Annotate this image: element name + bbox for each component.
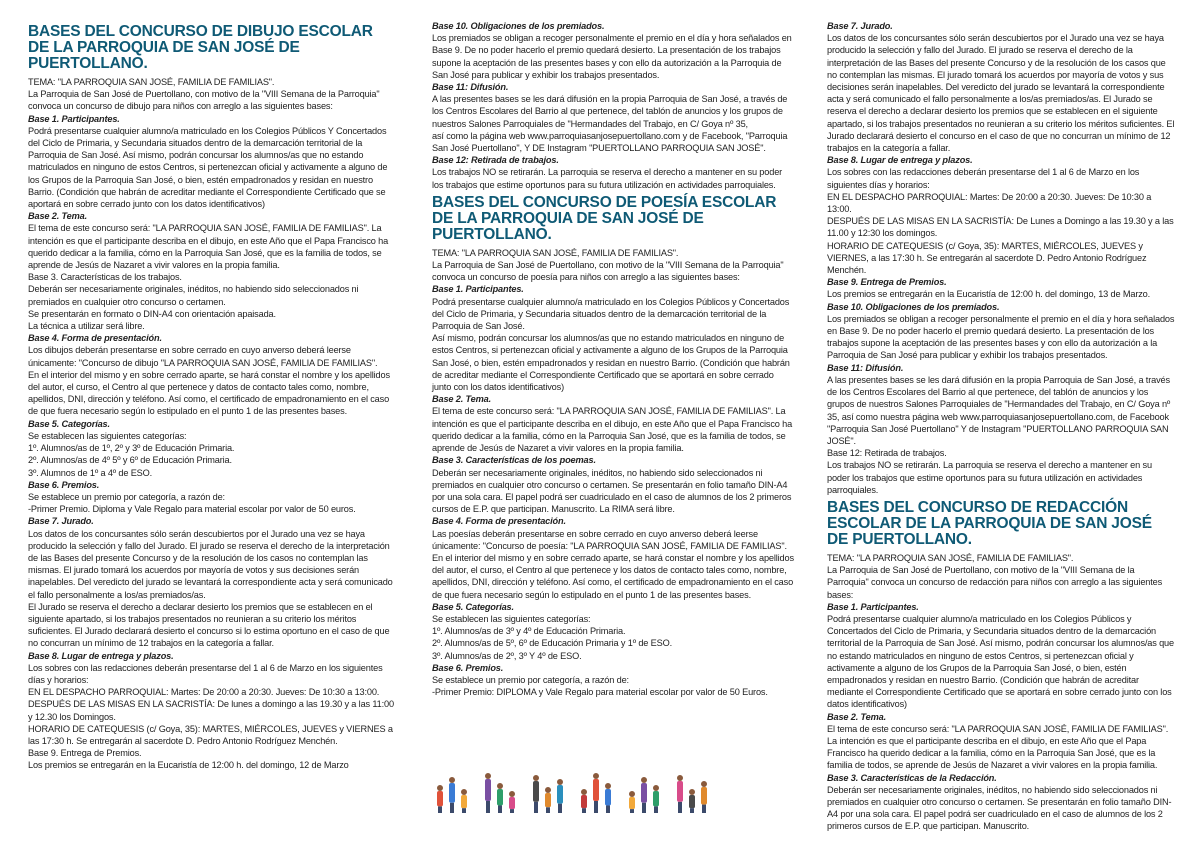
paragraph: Se establece un premio por categoría, a razón de: bbox=[28, 491, 225, 502]
person-legs bbox=[582, 808, 586, 813]
paragraph: Los sobres con las redacciones deberán presentarse del 1 al 6 de Marzo en los siguientes días y horarios: bbox=[28, 662, 383, 685]
person-body bbox=[449, 783, 455, 803]
paragraph: La Parroquia de San José de Puertollano, con motivo de la "VIII Semana de la Parroquia" convoca un concurso de poesía para niños con arreglo a las siguientes bases: bbox=[432, 260, 784, 283]
person-head bbox=[629, 791, 635, 797]
paragraph: Los dibujos deberán presentarse en sobre cerrado en cuyo anverso deberá leerse únicamente: "Concurso de dibujo "LA PARROQUIA SAN JOSÉ, FAMILIA DE FAMILIAS". bbox=[28, 345, 378, 368]
paragraph: así como la página web www.parroquiasanjosepuertollano.com y de Facebook, "Parroquia San José Puertollano", Y DE Instagram "PUERTOLLANO PARROQUIA SAN JOSÉ". bbox=[432, 130, 788, 154]
paragraph: Así mismo, podrán concursar los alumnos/as que no estando matriculados en ninguno de estos Centros, si pertenezcan oficial y activamente a alguno de los Grupos de la Parroquia San José, o bien, estén empadronados y residan en nuestro Barrio. (Condición que habrán de acreditar mediante el Correspondiente Certificado que se aportará en sobre cerrado junto con los datos identificativos) bbox=[432, 333, 790, 393]
person-head bbox=[557, 779, 563, 785]
person-body bbox=[641, 783, 647, 803]
person-head bbox=[437, 785, 443, 791]
paragraph: La técnica a utilizar será libre. bbox=[28, 321, 145, 332]
paragraph: Los datos de los concursantes sólo serán descubiertos por el Jurado una vez se haya producido la selección y fallo del Jurado. El jurado se reserva el derecho de la interpretación de las Bases del presente Concurso y de la resolución de los casos no contemplan las mismas. El jurado tomará los acuerdos por mayoría de votos y sus decisiones serán inapelables. Del veredicto del jurado se levantará la correspondiente acta y será comunicado el fallo personalmente a los/as premiados/as. bbox=[28, 528, 393, 600]
person-head bbox=[641, 777, 647, 783]
person-head bbox=[701, 781, 707, 787]
section-title: BASES DEL CONCURSO DE REDACCIÓN ESCOLAR DE LA PARROQUIA DE SAN JOSÉ DE PUERTOLLANO. bbox=[827, 498, 1152, 548]
person-legs bbox=[690, 808, 694, 813]
person-legs bbox=[546, 807, 550, 813]
paragraph: Podrá presentarse cualquier alumno/a matriculado en los Colegios Públicos y Concertados del Ciclo de Primaria, y Secundaria situados dentro de la demarcación territorial de la Parroquia de San José. Así mismo, podrán concursar los alumnos/as que no estando matriculados en ninguno de estos Centros, si pertenezcan oficial y activamente a alguno de los Grupos de la Parroquia San José, o bien, estén empadronados y residan en nuestro Barrio. (Condición que habrán de acreditar mediante el Correspondiente Certificado que se aportará en sobre cerrado junto con los datos identificativos) bbox=[827, 613, 1174, 710]
paragraph: El tema de este concurso será: "LA PARROQUIA SAN JOSÉ, FAMILIA DE FAMILIAS". La intención es que el participante describa en el dibujo, en este Año que el Papa Francisco ha querido dedicar a la familia, cómo en la Parroquia San José, que es la familia de todos, se aprende de Jesús de Nazaret a vivir valores en la propia familia. bbox=[827, 723, 1169, 771]
paragraph: 3º. Alumnos/as de 2º, 3º Y 4º de ESO. bbox=[432, 650, 582, 661]
paragraph: EN EL DESPACHO PARROQUIAL: Martes: De 20:00 a 20:30. Jueves: De 10:30 a 13:00. bbox=[827, 191, 1152, 215]
base-heading: Base 12: Retirada de trabajos. bbox=[432, 155, 559, 166]
paragraph: Deberán ser necesariamente originales, inéditos, no habiendo sido seleccionados ni premiados en cualquier otro concurso o certamen. bbox=[28, 284, 359, 307]
paragraph: Deberán ser necesariamente originales, inéditos, no habiendo sido seleccionados ni premiados en cualquier otro concurso o certamen. Se presentarán en folio tamaño DIN-A4 por una sola cara. El papel podrá ser cuadriculado en el caso de alumnos de los 2 primeros cursos de E.P. que participan. Manuscrito. bbox=[827, 784, 1172, 832]
person-body bbox=[605, 789, 611, 806]
column-left bbox=[28, 20, 396, 772]
paragraph: Se presentarán en formato o DIN-A4 con orientación apaisada. bbox=[28, 308, 276, 319]
paragraph: En el interior del mismo y en sobre cerrado aparte, se hará constar el nombre y los apellidos del autor, el curso, el Centro al que pertenece y los datos de contacto tales como, nombre, apellidos, DNI, dirección y teléfono. Así como, el certificado de empadronamiento en el caso de que fuera necesario según lo estipulado en el punto 1 de las presentes bases. bbox=[432, 552, 794, 600]
person-head bbox=[497, 783, 503, 789]
base-heading: Base 5. Categorías. bbox=[432, 601, 514, 612]
paragraph: -Primer Premio. Diploma y Vale Regalo para material escolar por valor de 50 euros. bbox=[28, 504, 356, 515]
paragraph: 1º. Alumnos/as de 3º y 4º de Educación Primaria. bbox=[432, 626, 626, 637]
base-heading: Base 9. Entrega de Premios. bbox=[827, 277, 947, 288]
base-heading: Base 3. Características de los poemas. bbox=[432, 455, 596, 466]
base-heading: Base 4. Forma de presentación. bbox=[432, 516, 566, 527]
paragraph: El tema de este concurso será: "LA PARROQUIA SAN JOSÉ, FAMILIA DE FAMILIAS". La intención es que el participante describa en el dibujo, en este Año que el Papa Francisco ha querido dedicar a la familia, cómo en la Parroquia San José, que es la familia de todos, se aprende de Jesús de Nazaret a vivir valores en la propia familia. bbox=[432, 406, 793, 454]
base-heading: Base 8. Lugar de entrega y plazos. bbox=[28, 650, 174, 661]
paragraph: HORARIO DE CATEQUESIS (c/ Goya, 35): MARTES, MIÉRCOLES, JUEVES y VIERNES, a las 17:30 h. Se entregarán al sacerdote D. Pedro Antonio Rodríguez Menchén. bbox=[827, 240, 1147, 276]
section-title: BASES DEL CONCURSO DE DIBUJO ESCOLAR DE LA PARROQUIA DE SAN JOSÉ DE PUERTOLLANO. bbox=[28, 23, 373, 72]
person-body bbox=[497, 789, 503, 806]
person-body bbox=[581, 795, 587, 808]
base-heading: Base 1. Participantes. bbox=[28, 113, 120, 124]
person-body bbox=[689, 795, 695, 808]
paragraph: Se establecen las siguientes categorías: bbox=[28, 430, 187, 441]
paragraph: Los datos de los concursantes sólo serán descubiertos por el Jurado una vez se haya producido la selección y fallo del Jurado. El jurado se reserva el derecho de la interpretación de las Bases del presente Concurso y de la resolución de los casos que no contemplan las mismas. El jurado tomará los acuerdos por mayoría de votos y sus decisiones serán inapelables. Del veredicto del jurado se levantará la correspondiente acta y será comunicado el fallo personalmente a los/as premiados/as. El Jurado se reserva el derecho a declarar desierto los premios que se establecen en el siguiente apartado, si los trabajos presentados no reunieran a su criterio los méritos suficientes. El Jurado declarará desierto el concurso en el caso de que no concurran un mínimo de 12 trabajos en la categoría a fallar. bbox=[827, 33, 1175, 154]
person-legs bbox=[510, 809, 514, 813]
paragraph: Los sobres con las redacciones deberán presentarse del 1 al 6 de Marzo en los siguientes días y horarios: bbox=[827, 167, 1140, 190]
family-people-illustration bbox=[430, 765, 770, 815]
paragraph: Deberán ser necesariamente originales, inéditos, no habiendo sido seleccionados ni premiados en cualquier otro concurso o certamen. Se presentarán en folio tamaño DIN-A4 por una sola cara. El papel podrá ser cuadriculado en el caso de alumnos de los 2 primeros cursos de E.P. que participan. Manuscrito. La RIMA será libre. bbox=[432, 467, 792, 515]
person-head bbox=[677, 775, 683, 781]
person-head bbox=[485, 773, 491, 779]
person-head bbox=[509, 791, 515, 797]
person-head bbox=[689, 789, 695, 795]
person-legs bbox=[654, 806, 658, 813]
person-legs bbox=[678, 802, 682, 813]
person-legs bbox=[606, 806, 610, 814]
base-heading: Base 2. Tema. bbox=[432, 394, 491, 405]
paragraph: Los premiados se obligan a recoger personalmente el premio en el día y hora señalados en Base 9. De no poder hacerlo el premio quedará desierto. La presentación de los trabajos supone la aceptación de las presentes bases y con ello da autorización a la Parroquia de San José para publicar y exhibir los trabajos presentados. bbox=[432, 33, 792, 80]
paragraph: Base 9. Entrega de Premios. bbox=[28, 748, 142, 759]
base-heading: Base 7. Jurado. bbox=[28, 516, 94, 527]
paragraph: 3º. Alumnos de 1º a 4º de ESO. bbox=[28, 467, 153, 478]
base-heading: Base 10. Obligaciones de los premiados. bbox=[432, 21, 605, 31]
paragraph: Se establece un premio por categoría, a razón de: bbox=[432, 674, 629, 685]
column-middle bbox=[432, 20, 794, 698]
section-title: BASES DEL CONCURSO DE POESÍA ESCOLAR DE LA PARROQUIA DE SAN JOSÉ DE PUERTOLLANO. bbox=[432, 193, 777, 243]
paragraph: HORARIO DE CATEQUESIS (c/ Goya, 35): MARTES, MIÉRCOLES, JUEVES y VIERNES a las 17:30 h. Se entregarán al sacerdote D. Pedro Antonio Rodríguez Menchén. bbox=[28, 723, 393, 746]
paragraph: En el interior del mismo y en sobre cerrado aparte, se hará constar el nombre y los apellidos del autor, el curso, el Centro al que pertenece y datos de contacto tales como, nombre, apellidos, DNI, dirección y teléfono. Así como, el certificado de empadronamiento en el caso de que fuera necesario según lo estipulado en el punto 1 de las presentes bases. bbox=[28, 369, 390, 417]
paragraph: El Jurado se reserva el derecho a declarar desierto los premios que se establecen en el siguiente apartado, si los trabajos presentados no reunieran a su criterio los méritos suficientes. El Jurado declarará desierto el concurso si lo estima oportuno en el caso de que no concurran un mínimo de 12 trabajos en la categoría a fallar. bbox=[28, 601, 390, 649]
paragraph: Podrá presentarse cualquier alumno/a matriculado en los Colegios Públicos y Concertados del Ciclo de Primaria, y Secundaria situados dentro de la demarcación territorial de la Parroquia de San José. bbox=[432, 296, 790, 332]
paragraph: 1º. Alumnos/as de 1º, 2º y 3º de Educación Primaria. bbox=[28, 443, 235, 454]
paragraph: A las presentes bases se les dará difusión en la propia Parroquia de San José, a través de los Centros Escolares del Barrio al que pertenece, del tablón de anuncios y los grupos de nuestros Salones Parroquiales de "Hermandades del Trabajo, en C/ Goya nº 35, así como nuestra página web www.parroquiasanjosepuertollano.com, de Facebook "Parroquia San José Puertollano" Y de Instagram "PUERTOLLANO PARROQUIA SAN JOSÉ". bbox=[827, 374, 1171, 446]
base-heading: Base 1. Participantes. bbox=[827, 601, 919, 612]
paragraph: 2º. Alumnos/as de 5º, 6º de Educación Primaria y 1º de ESO. bbox=[432, 638, 673, 649]
paragraph: -Primer Premio: DIPLOMA y Vale Regalo para material escolar por valor de 50 Euros. bbox=[432, 687, 768, 698]
person-legs bbox=[462, 808, 466, 813]
person-body bbox=[653, 791, 659, 806]
person-head bbox=[581, 789, 587, 795]
person-head bbox=[545, 787, 551, 793]
base-heading: Base 6. Premios. bbox=[432, 662, 504, 673]
person-legs bbox=[450, 803, 454, 813]
base-heading: Base 10. Obligaciones de los premiados. bbox=[827, 301, 1000, 312]
paragraph: DESPUÉS DE LAS MISAS EN LA SACRISTÍA: De Lunes a Domingo a las 19.30 y a las 11.00 y 12:30 los domingos. bbox=[827, 216, 1174, 239]
base-heading: Base 6. Premios. bbox=[28, 479, 100, 490]
base-heading: Base 8. Lugar de entrega y plazos. bbox=[827, 155, 973, 166]
person-head bbox=[653, 785, 659, 791]
paragraph: Los trabajos NO se retirarán. La parroquia se reserva el derecho a mantener en su poder los trabajos que estime oportunos para su futura utilización en actividades parroquiales. bbox=[432, 167, 783, 190]
person-legs bbox=[498, 806, 502, 814]
person-head bbox=[449, 777, 455, 783]
paragraph: El tema de este concurso será: "LA PARROQUIA SAN JOSÉ, FAMILIA DE FAMILIAS". La intención es que el participante describa en el dibujo, en este Año que el Papa Francisco ha querido dedicar a la familia, cómo en la Parroquia San José, que es la familia de todos, se aprende de Jesús de Nazaret a vivir valores en la propia familia. bbox=[28, 223, 389, 271]
paragraph: DESPUÉS DE LAS MISAS EN LA SACRISTÍA: De lunes a domingo a las 19.30 y a las 11:00 y 12.30 los Domingos. bbox=[28, 699, 394, 722]
person-head bbox=[593, 773, 599, 779]
base-heading: Base 7. Jurado. bbox=[827, 21, 893, 31]
person-legs bbox=[630, 809, 634, 813]
paragraph: La Parroquia de San José de Puertollano, con motivo de la "VIII Semana de la Parroquia" convoca un concurso de dibujo para niños con arreglo a las siguientes bases: bbox=[28, 89, 380, 112]
paragraph: Las poesías deberán presentarse en sobre cerrado en cuyo anverso deberá leerse únicamente: "Concurso de poesía: "LA PARROQUIA SAN JOSÉ, FAMILIA DE FAMILIAS". bbox=[432, 528, 787, 551]
person-body bbox=[629, 797, 635, 809]
paragraph: Podrá presentarse cualquier alumno/a matriculado en los Colegios Públicos Y Concertados del Ciclo de Primaria, y Secundaria situados dentro de la demarcación territorial de la Parroquia de San José. Así mismo, podrán concursar los alumnos/as que no estando matriculados en ninguno de estos Centros, si pertenezcan oficial y activamente a alguno de los Grupos de la Parroquia San José, o bien, estén empadronados y residan en nuestro Barrio. (Condición que habrán de acreditar mediante el Correspondiente Certificado que se aportará en sobre cerrado junto con los datos identificativos) bbox=[28, 125, 388, 210]
person-head bbox=[461, 789, 467, 795]
paragraph: EN EL DESPACHO PARROQUIAL: Martes: De 20:00 a 20:30. Jueves: De 10:30 a 13:00. bbox=[28, 687, 380, 698]
person-legs bbox=[642, 803, 646, 813]
person-legs bbox=[486, 801, 490, 813]
person-legs bbox=[534, 802, 538, 813]
base-heading: Base 3. Características de la Redacción. bbox=[827, 772, 997, 783]
paragraph: Los premiados se obligan a recoger personalmente el premio en el día y hora señalados en Base 9. De no poder hacerlo el premio quedará desierto. La presentación de los trabajos supone la aceptación de las presentes bases y con ello da autorización a la Parroquia de San José para publicar y exhibir los trabajos presentados. bbox=[827, 313, 1175, 361]
paragraph: Se establecen las siguientes categorías: bbox=[432, 613, 591, 624]
person-body bbox=[461, 795, 467, 808]
base-heading: Base 2. Tema. bbox=[28, 211, 87, 222]
person-body bbox=[545, 793, 551, 807]
person-body bbox=[557, 785, 563, 804]
person-body bbox=[701, 787, 707, 805]
person-body bbox=[509, 797, 515, 809]
person-legs bbox=[594, 801, 598, 813]
paragraph: TEMA: "LA PARROQUIA SAN JOSÉ, FAMILIA DE FAMILIAS". bbox=[432, 247, 679, 258]
paragraph: 2º. Alumnos/as de 4º 5º y 6º de Educación Primaria. bbox=[28, 455, 232, 466]
column-right bbox=[827, 20, 1177, 833]
paragraph: Los premios se entregarán en la Eucaristía de 12:00 h. del domingo, 12 de Marzo bbox=[28, 760, 349, 771]
paragraph: TEMA: "LA PARROQUIA SAN JOSÉ, FAMILIA DE FAMILIAS". bbox=[827, 552, 1074, 563]
person-legs bbox=[438, 806, 442, 813]
base-heading: Base 4. Forma de presentación. bbox=[28, 333, 162, 344]
person-head bbox=[605, 783, 611, 789]
base-heading: Base 11: Difusión. bbox=[827, 362, 904, 373]
paragraph: A las presentes bases se les dará difusión en la propia Parroquia de San José, a través de los Centros Escolares del Barrio al que pertenece, del tablón de anuncios y los grupos de nuestros Salones Parroquiales de "Hermandades del Trabajo, en C/ Goya nº 35, bbox=[432, 94, 788, 129]
person-body bbox=[593, 779, 599, 801]
paragraph: Base 3. Características de los trabajos. bbox=[28, 272, 182, 283]
paragraph: Base 12: Retirada de trabajos. bbox=[827, 448, 947, 459]
person-body bbox=[437, 791, 443, 806]
person-body bbox=[485, 779, 491, 801]
person-legs bbox=[702, 805, 706, 813]
paragraph: La Parroquia de San José de Puertollano, con motivo de la "VIII Semana de la Parroquia" convoca un concurso de redacción para niños con arreglo a las siguientes bases: bbox=[827, 565, 1163, 600]
paragraph: Los premios se entregarán en la Eucaristía de 12:00 h. del domingo, 13 de Marzo. bbox=[827, 289, 1151, 300]
person-legs bbox=[558, 804, 562, 813]
person-head bbox=[533, 775, 539, 781]
paragraph: TEMA: "LA PARROQUIA SAN JOSÉ, FAMILIA DE FAMILIAS". bbox=[28, 77, 275, 87]
base-heading: Base 11: Difusión. bbox=[432, 82, 509, 93]
paragraph: Los trabajos NO se retirarán. La parroquia se reserva el derecho a mantener en su poder los trabajos que estime oportunos para su futura utilización en actividades parroquiales. bbox=[827, 460, 1152, 495]
person-body bbox=[533, 781, 539, 802]
person-body bbox=[677, 781, 683, 802]
base-heading: Base 2. Tema. bbox=[827, 711, 886, 722]
base-heading: Base 1. Participantes. bbox=[432, 284, 524, 295]
base-heading: Base 5. Categorías. bbox=[28, 418, 110, 429]
